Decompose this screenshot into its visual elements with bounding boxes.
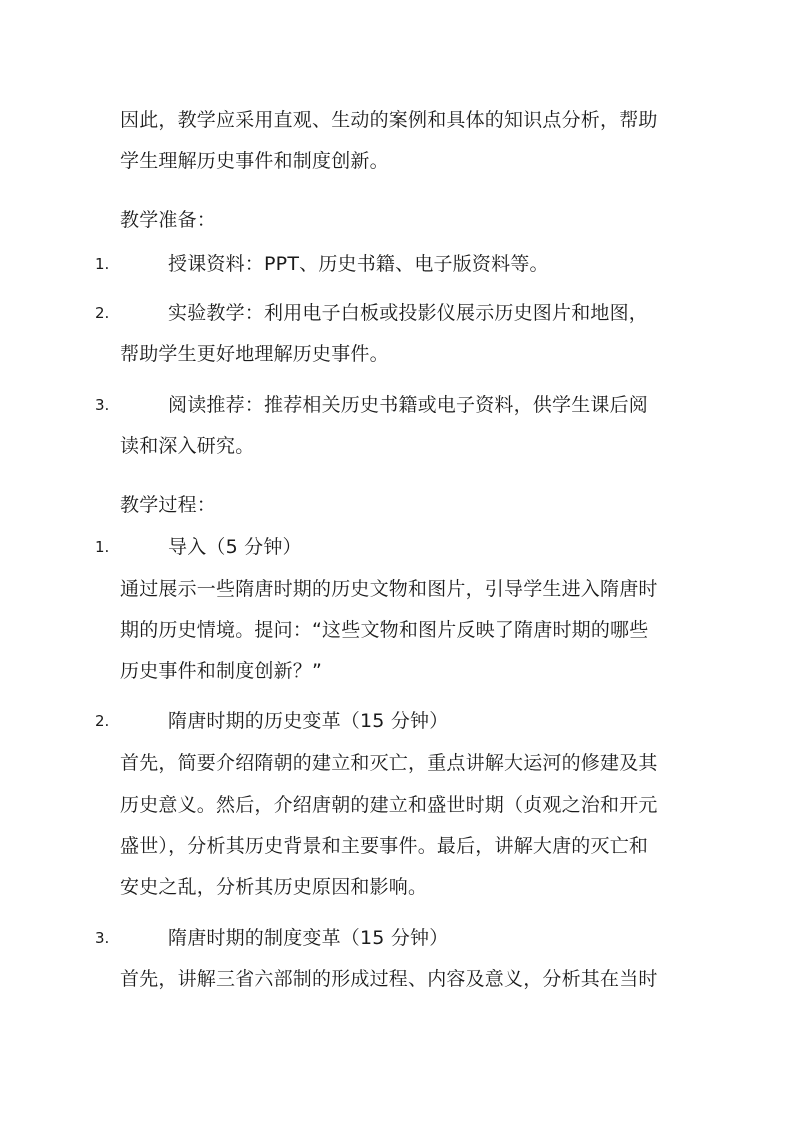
prep-item-2-continuation: 帮助学生更好地理解历史事件。 [120,343,389,365]
process-item-3-body-line: 首先，讲解三省六部制的形成过程、内容及意义，分析其在当时 [120,968,658,990]
process-heading: 教学过程： [120,494,217,516]
process-item-2-body-line: 安史之乱，分析其历史原因和影响。 [120,876,428,898]
process-item-1-title: 导入（5 分钟） [168,536,302,558]
process-item-1-body-line: 历史事件和制度创新？” [120,660,323,682]
prep-item-3-continuation: 读和深入研究。 [120,435,255,457]
process-item-2-body-line: 首先，简要介绍隋朝的建立和灭亡，重点讲解大运河的修建及其 [120,752,658,774]
prep-item-1-number: 1. [95,255,110,273]
intro-line-2: 学生理解历史事件和制度创新。 [120,150,389,172]
process-item-3-number: 3. [95,929,110,947]
intro-line-1: 因此，教学应采用直观、生动的案例和具体的知识点分析，帮助 [120,109,658,131]
prep-item-2-number: 2. [95,304,110,322]
prep-item-3-text: 阅读推荐：推荐相关历史书籍或电子资料，供学生课后阅 [168,394,649,416]
process-item-2-body-line: 盛世），分析其历史背景和主要事件。最后，讲解大唐的灭亡和 [120,835,649,857]
prep-item-3-number: 3. [95,396,110,414]
process-item-2-body-line: 历史意义。然后，介绍唐朝的建立和盛世时期（贞观之治和开元 [120,794,658,816]
process-item-2-title: 隋唐时期的历史变革（15 分钟） [168,710,449,732]
process-item-2-number: 2. [95,712,110,730]
process-item-1-number: 1. [95,538,110,556]
process-item-3-title: 隋唐时期的制度变革（15 分钟） [168,927,449,949]
prep-item-2-text: 实验教学：利用电子白板或投影仪展示历史图片和地图， [168,302,649,324]
preparation-heading: 教学准备： [120,209,217,231]
process-item-1-body-line: 期的历史情境。提问：“这些文物和图片反映了隋唐时期的哪些 [120,619,649,641]
process-item-1-body-line: 通过展示一些隋唐时期的历史文物和图片，引导学生进入隋唐时 [120,578,658,600]
prep-item-1-text: 授课资料：PPT、历史书籍、电子版资料等。 [168,253,549,275]
